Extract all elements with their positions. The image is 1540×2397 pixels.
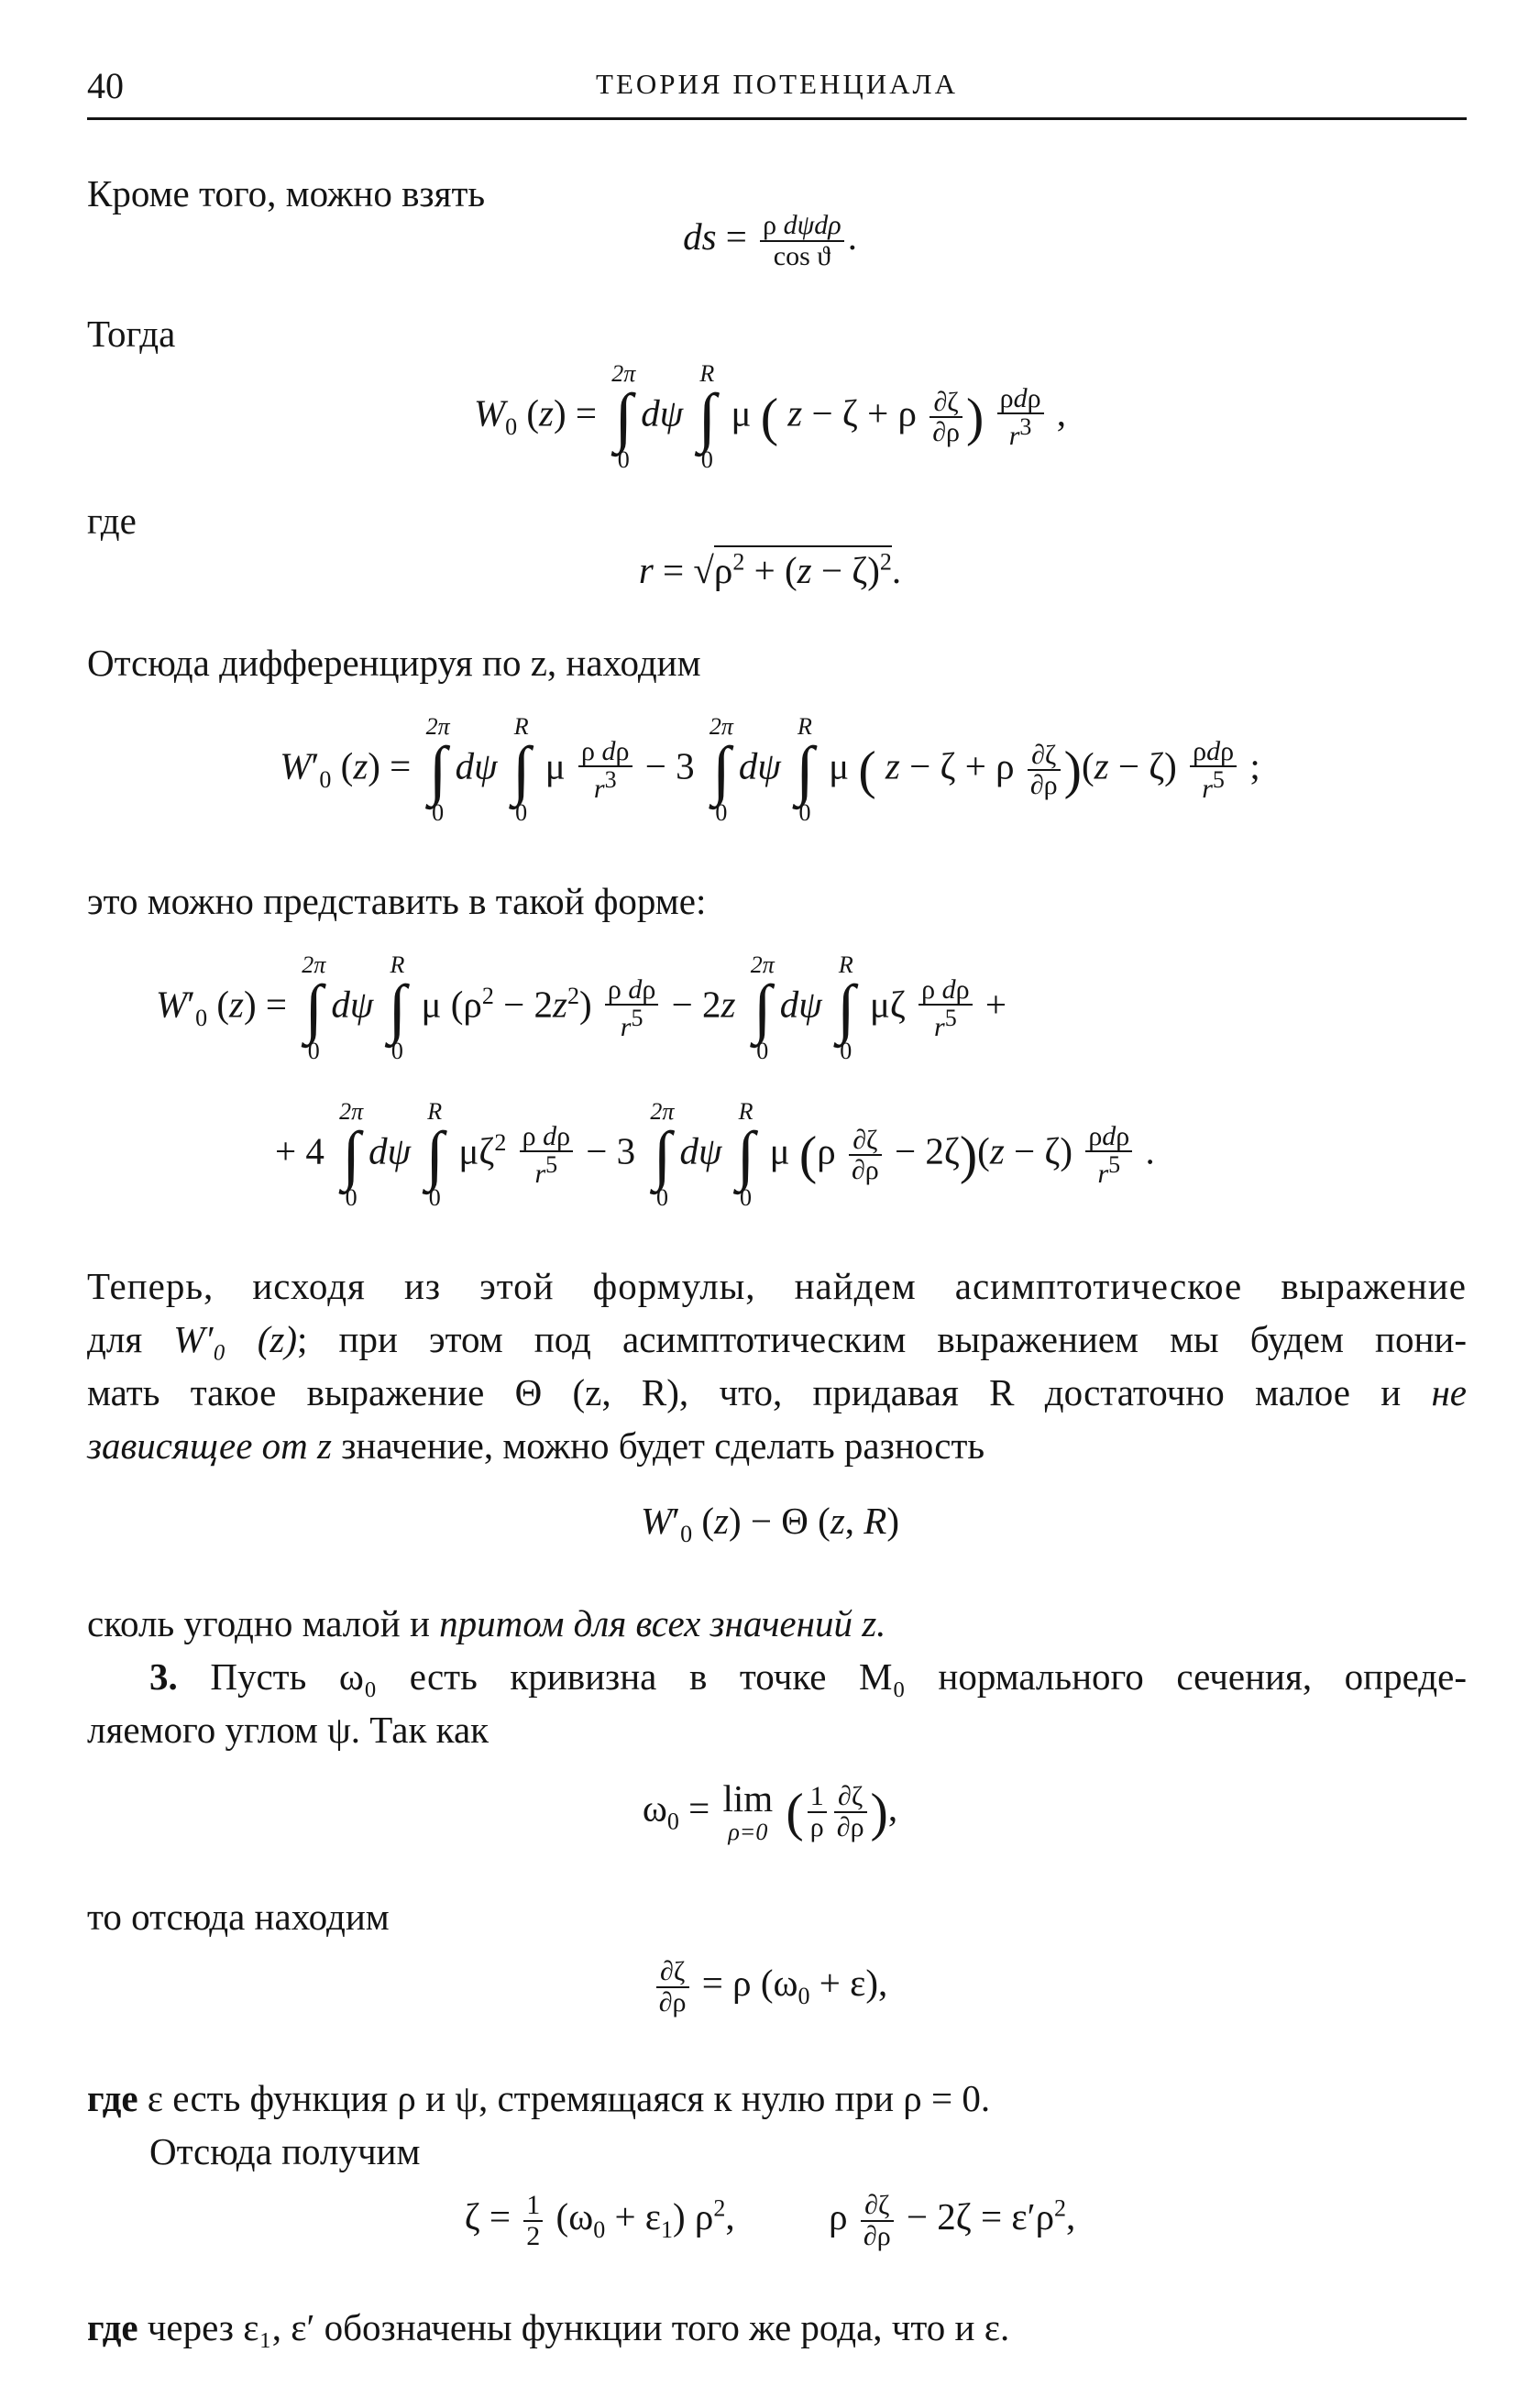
- paragraph-8-line-2: ляемого углом ψ. Так как: [87, 1709, 490, 1751]
- equation-omega0: $\omega_0 = \lim$ ρ=0 ( $\frac{1}{\rho}$ $\frac{\partial\zeta}{\partial\rho}$ ),: [642, 1777, 898, 1846]
- paragraph-9: то отсюда находим: [87, 1896, 390, 1938]
- paragraph-5: это можно представить в такой форме:: [87, 880, 707, 922]
- equation-w0-expanded-line1: $W'_0$ (z) = 2π ∫ 0 dψ R ∫ 0 μ $(\rho^2 - 2z^2)$ $\frac{\text{ρ dρ}}{r^5}$ − 2z 2π ∫ 0 dψ R ∫ 0 μζ $\frac{\text{ρ dρ}}{r^5}$ +: [156, 951, 1006, 1065]
- paragraph-3: где: [87, 500, 137, 542]
- page-number: 40: [87, 65, 124, 106]
- equation-w0-expanded-line2: + 4 2π ∫ 0 dψ R ∫ 0 $\mu\zeta^2$ $\frac{\text{ρ dρ}}{r^5}$ − 3 2π ∫ 0 dψ R ∫ 0 μ (ρ $\frac{\partial\zeta}{\partial\rho}$ − 2ζ)(z − ζ) ρdρ $r^5$ .: [275, 1098, 1155, 1212]
- paragraph-6-line-1: Теперь, исходя из этой формулы, найдем асимптотическое выражение: [87, 1265, 1467, 1307]
- running-title: ТЕОРИЯ ПОТЕНЦИАЛА: [596, 68, 958, 100]
- equation-w0-prime: $W'_0$ (z) = 2π ∫ 0 dψ R ∫ 0 μ $\frac{\text{ρ dρ}}{r^3}$ − 3 2π ∫ 0 dψ R ∫ 0 μ ( z − ζ + ρ $\frac{\partial\zeta}{\partial\rho}$ )(z − ζ) ρdρ $r^5$ ;: [280, 713, 1260, 827]
- equation-difference: $W'_0$ (z) − Θ (z, R): [641, 1500, 899, 1548]
- paragraph-6-line-4: зависящее от z значение, можно будет сделать разность: [87, 1424, 985, 1467]
- paragraph-1: Кроме того, можно взять: [87, 172, 486, 214]
- equation-zeta-expansion: ζ = $\frac{1}{2}$ $(\omega_0 + \varepsilon_1)$ $\rho^2$, ρ $\frac{\partial\zeta}{\partial\rho}$ − $2\zeta = \varepsilon'\rho^2$,: [464, 2190, 1076, 2251]
- paragraph-6-line-3: мать такое выражение Θ (z, R), что, придавая R достаточно малое и не: [87, 1371, 1467, 1413]
- paragraph-7: сколь угодно малой и притом для всех значений z.: [87, 1602, 886, 1644]
- paragraph-12: где через ε₁, ε′ обозначены функции того же рода, что и ε.: [87, 2306, 1010, 2348]
- equation-r: $r = √\rho^2 + (z - \zeta)^2$.: [0, 548, 1540, 592]
- header-rule: [87, 117, 1467, 120]
- paragraph-6-line-2: для W′₀ (z); при этом под асимптотическим выражением мы будем пони-: [87, 1318, 1467, 1360]
- equation-dzeta: $\frac{\partial\zeta}{\partial\rho}$ = ρ $(\omega_0 + \varepsilon)$,: [0, 1957, 1540, 2017]
- paragraph-4: Отсюда дифференцируя по z, находим: [87, 642, 701, 684]
- paragraph-10: где ε есть функция ρ и ψ, стремящаяся к нулю при ρ = 0.: [87, 2077, 991, 2119]
- equation-w0: $W_0$ (z) = 2π ∫ 0 dψ R ∫ 0 μ ( z − ζ + ρ $\frac{\partial\zeta}{\partial\rho}$ ) ρdρ $r^3$ ,: [473, 360, 1067, 474]
- paragraph-11: Отсюда получим: [149, 2130, 421, 2172]
- paragraph-8-line-1: 3. Пусть ω₀ есть кривизна в точке M₀ нормального сечения, опреде-: [149, 1655, 1467, 1698]
- running-header: [87, 64, 1467, 110]
- paragraph-2: Тогда: [87, 313, 176, 355]
- equation-ds: ds = ρ dψdρ cos ϑ .: [683, 210, 857, 271]
